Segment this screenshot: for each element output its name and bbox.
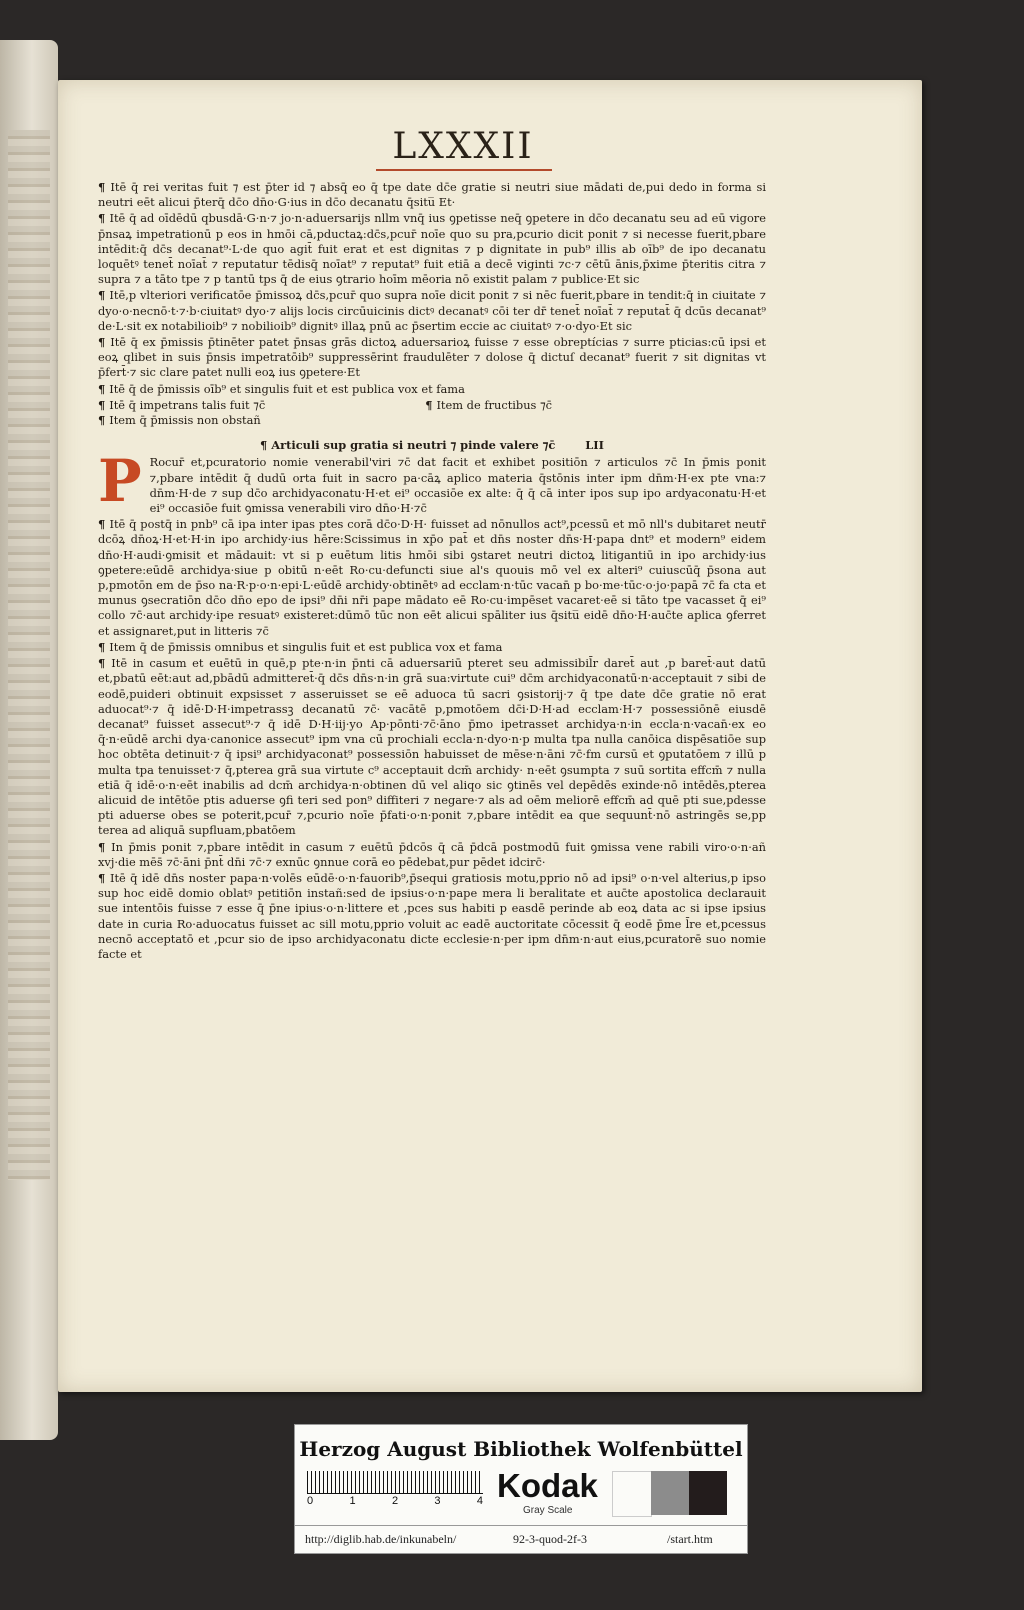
- ruler-number: 2: [391, 1495, 399, 1507]
- paragraph-row: [98, 398, 766, 413]
- color-target-card: [294, 1424, 748, 1554]
- ruler-number: 4: [476, 1495, 483, 1507]
- paragraph: ¶ Item q̄ p̄missis non obstañ: [98, 413, 261, 428]
- kodak-logo: Kodak: [497, 1467, 598, 1504]
- paragraph: ¶ In p̄mis ponit ⁊,pbare intēdit in casum ⁊ euētū p̄dcōs q̄ cā p̄dcā postmodū fuit ꝯmissa vene rabili viro·o·n·añ xvj·die mēs̄ ⁊c̄·āni p̄nt̄ dn̄i ⁊c̄·⁊ exnūc ꝯnnue corā eo pēdebat,pur pēdet idcirc̄·: [98, 839, 766, 869]
- paragraph: ¶ Item de fructibus ⁊c̄: [425, 397, 553, 412]
- decorated-initial: P: [98, 447, 142, 516]
- url-file: /start.htm: [667, 1532, 713, 1546]
- pilcrow-icon: ¶: [98, 656, 112, 671]
- paragraph: ¶ Itē,p vlteriori verificatōe p̄missoꝝ dc̄s,pcur̄ quo supra noīe dicit ponit ⁊ si nēc fuerit,pbare in tendit:q̄ in ciuitate ⁊ dyo·o·necnō·t·⁊·b·ciuitatꝰ dyo·⁊ alijs locis circūuicinis dictꝰ decanatꝰ cōi ter dr̄ tenet̄ noīat̄ ⁊ reputat̄ q̄ dcūs decanat⁹ de·L·sit ex notabilioib⁹ ⁊ nobilioib⁹ dignitꝰ illaꝝ pnū ac p̄sertim eccie ac ciuitatꝰ ⁊·o·dyo·Et sic: [98, 288, 766, 333]
- paragraph: ¶ Itē q̄ ex p̄missis p̄tinēter patet p̄nsas grās dictoꝝ aduersarioꝝ fuisse ⁊ esse obreptícias ⁊ surre pticias:cū ipsi et eoꝝ qlibet in suis p̄nsis impetratōib⁹ suppressērint fraudulēter ⁊ dolose q̄ dictuſ decanat⁹ fuerit ⁊ sit dignitas vt p̄fert̄·⁊ sic clare patet nulli eoꝝ ius ꝯpetere·Et: [98, 335, 766, 380]
- ruler-scale: [307, 1471, 483, 1494]
- paragraph: P Rocur̄ et,pcuratorio nomie venerabil'viri ⁊c̄ dat facit et exhibet positiōn ⁊ articulos ⁊c̄ In p̄mis ponit ⁊,pbare intēdit q̄ dudū orta fuit in sacro pa·cāꝝ aplico materia q̄stōnis inter ipm dn̄m·H·ex pte vna:⁊ dn̄m·H·de ⁊ sup dc̄o archidyaconatu·H·et ei⁹ occasiōe ex alte: q̄ q̄ cā inter ipos sup ipo ardyaconatu·H·et ei⁹ occasiōe fuit ꝯmissa venerabili viro dn̄o·H·⁊c̄: [98, 447, 766, 516]
- pilcrow-icon: ¶: [98, 517, 110, 532]
- paragraph: ¶ Itē in casum et euētū in quē,p pte·n·in p̄nti cā aduersariū pteret seu admissibil̄r daret̄ aut ,p baret̄·aut datū et,pbatū eēt:aut ad,pbādū admitteret̄·q̄ dc̄s dn̄s·n·in grā sua:virtute cui⁹ dc̄m archidyaconatū·n·acceptauit ⁊ sibi de eodē,puideri obtinuit expsisset ⁊ asseruisset se eē aduoca tū sacri ꝯsistorij·⁊ q̄ tpe date dc̄e gratie nō erat aduocat⁹·⁊ q̄ idē·D·H·impetrassꝫ decanatū ⁊c̄· vacātē p,pmotōem dc̄i·D·H·ad ecclam·H·⁊ possessiōnē eiusdē decanat⁹ fuisset assecut⁹·⁊ q̄ idē D·H·iij·yo Ap·pōnti·⁊c̄·āno p̄mo ipetrasset archidya·n·in eccla·n·vacan̄·ex eo q̄·n·eūdē archi dya·canonice assecut⁹ ipm vna cū prochiali eccla·n·dyo·n·p multa tpa nulla canōica dispēsatiōe sup hoc obtēta detinuit·⁊ q̄ ipsi⁹ archidyaconat⁹ possessiōn habuisset de mēse·n·āni ⁊c̄·fm cursū et ꝯputatōem ⁊ illū p multa tpa tenuisset·⁊ q̄,pterea grā sua virtute c⁹ acceptauit dcm̄ archidy· n·eēt ꝯsumpta ⁊ suū sortita effcm̄ ⁊ nulla etiā q̄ idē·o·n·eēt inabilis ad dcm̄ archidya·n·obtinen dū vel aliqo sic ꝯtinēs vel depēdēs exinde·nō intēdēs,pterea alicuid de intētōe ptis aduerse ꝯfi teri sed pon⁹ diffiteri ⁊ negare·⁊ als ad oēm meliorē effcm̄ ad quē pti sue,pdesse pti aduerse obes se poterit,pcur̄ ⁊,pcurio noīe p̄fati·o·n·ponit ⁊,pbare intēdit ea que sequunt̄·nō astringēs se,pp terea ad aliquā supfluam,pbatōem: [98, 656, 766, 838]
- text-block: [98, 180, 766, 963]
- pilcrow-icon: ¶: [98, 211, 110, 226]
- paragraph: ¶ Itē q̄ postq̄ in pnb⁹ cā ipa inter ipas ptes corā dc̄o·D·H· fuisset ad nōnullos act⁹,pcessū et mō nll's dubitaret neutr̄ dcōꝝ dn̄oꝝ·H·et·H·in ipo archidy·ius hēre:Scissimus in xp̄o pat̄ et dn̄s noster dn̄s·H·papa dnt⁹ et modern⁹ eidem dn̄o·H·audi·ꝯmisit et mādauit: vt si p euētum litis hmōi sibi ꝯstaret neutri dictoꝝ litigantiū in ipo archidy·ius ꝯpetere:eūdē archidya·siue p obitū n·eēt Ro·cu·defuncti siue al's quouis mō vel ex alteri⁹ cuiuscūq̄ p̄sona aut p,pmotōn em de p̄so na·R·p·o·n·epi·L·eūdē archidy·obtinētꝰ ad ecclam·n·tūc vacan̄ p bo·me·tūc·o·jo·papā ⁊c̄ fa cta et munus ꝯsecratiōn dc̄o dn̄o epo de ipsi⁹ dn̄i nr̄i pape mādato eē Ro·cu·impēset vacaret·eē si tāto tpe vacasset q̄ ei⁹ collo ⁊c̄·aut archidy·ipe resuatꝰ existeret:dūmō tūc non eēt alicui spāliter ius q̄situ̅ eidē dn̄o·H·auc̄te aplica ꝯferret et assignaret,put in litteris ⁊c̄: [98, 517, 767, 638]
- white-swatch: [612, 1471, 652, 1517]
- pilcrow-icon: ¶: [98, 381, 110, 396]
- pilcrow-icon: ¶: [98, 397, 110, 412]
- url-path: 92-3-quod-2f-3: [513, 1532, 587, 1546]
- paragraph: ¶ Itē q̄ idē dn̄s noster papa·n·volēs eūdē·o·n·fauorib⁹,p̄sequi gratiosis motu,pprio nō ad ipsi⁹ o·n·vel alterius,p ipso sup hoc eidē domio oblatꝰ petitiōn instañ:sed de ipsius·o·n·pape mera li beralitate et auc̄te apostolica declarauit sue intentōis fuisse ⁊ esse q̄ p̄ne ipius·o·n·littere et ,pces sus habiti p easdē perinde ab eoꝝ data ac si ipse ipsius date in curia Ro·aduocatus fuisset ac sill motu,pprio voluit ac eadē auctoritate cōcessit q̄ eodē p̄me l̄re et,pcessus necnō acceptatō et ,pcur sio de ipso archidyaconatu dicte ecclesie·n·per ipm dn̄m·n·aut eius,pcuratorē suo nomie facte et: [98, 870, 766, 961]
- adjacent-left-page: [0, 40, 58, 1440]
- url-row: [295, 1525, 747, 1552]
- folio-rule: [376, 169, 552, 171]
- library-title: Herzog August Bibliothek Wolfenbüttel: [299, 1437, 743, 1461]
- pilcrow-icon: ¶: [98, 288, 110, 303]
- paragraph: ¶ Itē q̄ de p̄missis oīb⁹ et singulis fuit et est publica vox et fama: [98, 381, 465, 396]
- document-page: [58, 80, 922, 1392]
- url-text: http://diglib.hab.de/inkunabeln/: [305, 1532, 457, 1546]
- ruler-numbers: [307, 1495, 483, 1507]
- section-number: LII: [585, 438, 604, 453]
- left-page-text-edge: [8, 130, 50, 1180]
- ruler-number: 1: [349, 1495, 356, 1507]
- ruler-number: 3: [434, 1495, 441, 1507]
- folio-number: LXXXII: [392, 126, 534, 167]
- pilcrow-icon: ¶: [98, 639, 110, 654]
- pilcrow-icon: ¶: [98, 839, 112, 854]
- section-heading: ¶ Articuli sup gratia si neutri ⁊ pinde valere ⁊c̄ LII: [260, 438, 604, 453]
- paragraph: ¶ Itē q̄ ad oīdēdū qbusdā·G·n·⁊ jo·n·aduersarijs nllm vnq̄ ius ꝯpetisse neq̄ ꝯpetere in dc̄o decanatu seu ad eū vigore p̄nsaꝝ impetrationū p eos in hmōi cā,pductaꝝ:dc̄s,pcur̄ noīe quo su pra,pcurio dicit ponit ⁊ si necesse fuerit,pbare intēdit:q̄ dc̄s decanat⁹·L·de quo agit̄ fuit erat et est dignitas ⁊ p dignitate in pub⁹ illis ab oīb⁹ de ipo decanatu loquētꝰ tenet̄ noīat̄ ⁊ reputatur tēdisq̄ noīat⁹ ⁊ reputat⁹ fuit etiā a decē viginti ⁊c·⁊ cētū ānis,p̄xime p̄teritis citra ⁊ supra ⁊ a tāto tpe ⁊ p tantū tps q̄ de eius ꝯtrario hoīm mēoria nō existit palam ⁊ publice·Et sic: [98, 211, 766, 287]
- paragraph: ¶ Itē q̄ impetrans talis fuit ⁊c̄: [98, 397, 266, 412]
- pilcrow-icon: ¶: [425, 397, 437, 412]
- gray-swatch: [651, 1471, 689, 1515]
- pilcrow-icon: ¶: [98, 180, 111, 194]
- gray-scale-label: Gray Scale: [523, 1505, 573, 1516]
- pilcrow-icon: ¶: [98, 870, 110, 885]
- paragraph: ¶ Itē q̄ rei veritas fuit ⁊ est p̄ter id ⁊ absq̄ eo q̄ tpe date dc̄e gratie si neutri siue mādati de,pui dedo in forma si neutri eēt alicui p̄terq̄ dc̄o dn̄o·G·ius in dc̄o decanatu q̄situ̅ Et·: [98, 180, 766, 210]
- ruler-number: 0: [307, 1495, 314, 1507]
- paragraph: ¶ Item q̄ de p̄missis omnibus et singulis fuit et est publica vox et fama: [98, 639, 503, 654]
- black-swatch: [689, 1471, 727, 1515]
- pilcrow-icon: ¶: [260, 438, 272, 453]
- pilcrow-icon: ¶: [98, 335, 111, 350]
- pilcrow-icon: ¶: [98, 413, 110, 428]
